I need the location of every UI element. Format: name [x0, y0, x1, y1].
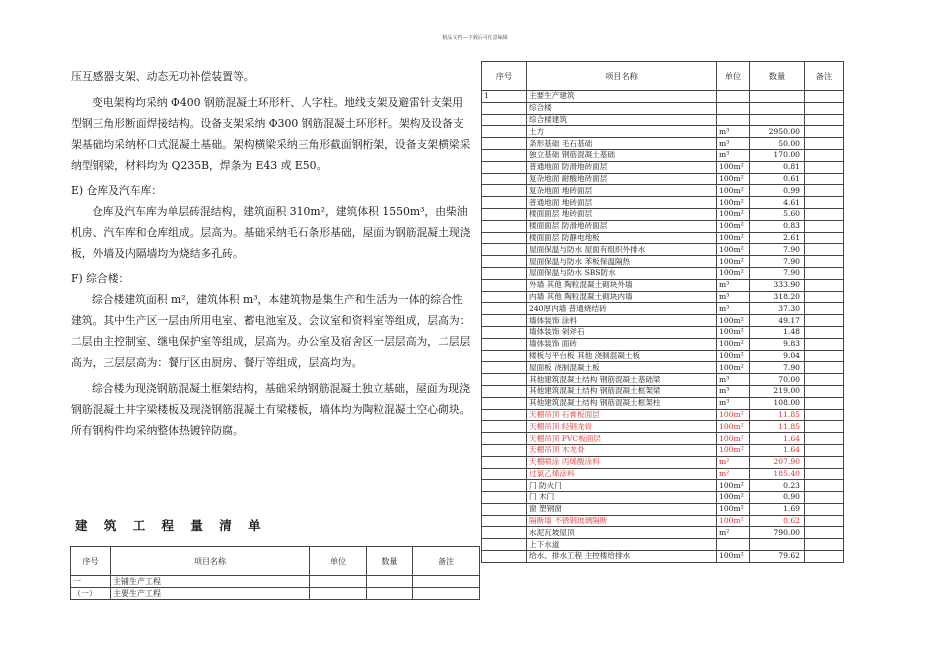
cell-quantity: 1.64 [750, 433, 805, 445]
table-row [482, 208, 844, 220]
cell-serial [482, 527, 527, 539]
cell-quantity: 0.62 [750, 515, 805, 527]
table-row [482, 362, 844, 374]
cell-quantity: 0.90 [750, 492, 805, 504]
cell-quantity: 207.90 [750, 456, 805, 468]
cell-quantity: 1.64 [750, 444, 805, 456]
cell-serial [482, 161, 527, 173]
cell-remarks [805, 409, 844, 421]
header-quantity: 数量 [750, 62, 805, 91]
cell-quantity: 790.00 [750, 527, 805, 539]
cell-quantity: 185.40 [750, 468, 805, 480]
cell-unit: 100m² [717, 161, 750, 173]
cell-serial [482, 503, 527, 515]
cell-item-name: 天棚吊顶 石膏板面层 [527, 409, 717, 421]
cell-unit: m³ [717, 279, 750, 291]
cell-item-name: 独立基础 钢筋混凝土基础 [527, 149, 717, 161]
cell-serial [482, 409, 527, 421]
cell-item-name: 天棚吊顶 木龙骨 [527, 444, 717, 456]
cell-quantity [750, 102, 805, 114]
table-row [482, 197, 844, 209]
cell-unit: 100m² [717, 185, 750, 197]
cell-item-name: 给水、排水工程 主控楼给排水 [527, 551, 717, 563]
cell-quantity: 7.90 [750, 267, 805, 279]
cell-unit: 100m² [717, 267, 750, 279]
table-row [482, 433, 844, 445]
paragraph-2: 变电架构均采纳 Φ400 钢筋混凝土环形杆、人字柱。地线支架及避雷针支架用型钢三角形断面焊接结构。设备支架采纳 Φ300 钢筋混凝土环形杆。架构及设备支架基础均采纳杯口式混凝土基础。架构横梁采纳三角形截面钢桁架，设备支架横梁采纳型钢梁，材料均为 Q235B，焊条为 E43 或 E50。 [71, 96, 471, 172]
cell-unit: 100m² [717, 197, 750, 209]
header-remarks: 备注 [805, 62, 844, 91]
cell-remarks [805, 433, 844, 445]
cell-item-name: 其他建筑混凝土结构 钢筋混凝土框架梁 [527, 385, 717, 397]
cell-serial [482, 480, 527, 492]
cell-remarks [805, 114, 844, 126]
cell-unit [310, 576, 367, 588]
page-header: 精品文档---下载后可任意编辑 [442, 35, 508, 41]
cell-item-name: 隔断墙 不锈钢玻璃隔断 [527, 515, 717, 527]
cell-item-name: 墙体装饰 剁斧石 [527, 326, 717, 338]
cell-unit: m³ [717, 397, 750, 409]
cell-remarks [805, 279, 844, 291]
left-quantity-table [70, 546, 480, 600]
cell-unit: 100m² [717, 256, 750, 268]
cell-quantity: 318.20 [750, 291, 805, 303]
cell-item-name: 屋面板 浇制混凝土板 [527, 362, 717, 374]
cell-serial [482, 197, 527, 209]
cell-quantity: 219.00 [750, 385, 805, 397]
cell-remarks [805, 173, 844, 185]
table-row [482, 138, 844, 150]
paragraph-5: 综合楼为现浇钢筋混凝土框架结构，基础采纳钢筋混凝土独立基础，屋面为现浇钢筋混凝土井字梁楼板及现浇钢筋混凝土有梁楼板，墙体均为陶粒混凝土空心砌块。 [71, 382, 471, 416]
cell-quantity: 2.61 [750, 232, 805, 244]
cell-serial [482, 515, 527, 527]
paragraph-3: 仓库及汽车库为单层砖混结构，建筑面积 310m²，建筑体积 1550m³，由柴油机房、汽车库和仓库组成。层高为。基础采纳毛石条形基础，屋面为钢筋混凝土现浇板，外墙及内隔墙均为烧结多孔砖。 [71, 205, 471, 260]
cell-item-name: 墙体装饰 面砖 [527, 338, 717, 350]
cell-item-name: 天棚吊顶 轻钢龙骨 [527, 421, 717, 433]
cell-remarks [805, 220, 844, 232]
cell-unit: 100m² [717, 551, 750, 563]
table-row [71, 576, 480, 588]
cell-item-name: 内墙 其他 陶粒混凝土砌块内墙 [527, 291, 717, 303]
header-unit: 单位 [310, 547, 367, 576]
cell-quantity [367, 588, 413, 600]
cell-serial [482, 232, 527, 244]
paragraph-6: 所有钢构件均采纳整体热镀锌防腐。 [71, 424, 244, 437]
cell-remarks [805, 456, 844, 468]
table-row [482, 397, 844, 409]
cell-unit: m² [717, 456, 750, 468]
cell-serial [482, 138, 527, 150]
cell-serial [482, 102, 527, 114]
cell-quantity: 4.61 [750, 197, 805, 209]
cell-remarks [805, 362, 844, 374]
table-row [482, 161, 844, 173]
cell-unit [717, 91, 750, 103]
cell-item-name: 屋面保温与防水 屋面有组织外排水 [527, 244, 717, 256]
cell-unit: 100m² [717, 220, 750, 232]
cell-serial [482, 315, 527, 327]
cell-unit: 100m² [717, 515, 750, 527]
table-row [482, 326, 844, 338]
cell-unit: 100m² [717, 173, 750, 185]
cell-item-name: 过氯乙烯涂料 [527, 468, 717, 480]
cell-unit: 100m² [717, 503, 750, 515]
cell-item-name: 主铺生产工程 [111, 576, 310, 588]
table-row [482, 303, 844, 315]
cell-serial [482, 362, 527, 374]
cell-remarks [805, 421, 844, 433]
cell-remarks [805, 539, 844, 551]
cell-item-name: 楼板与平台板 其他 浇制混凝土板 [527, 350, 717, 362]
heading-f: F) 综合楼： [71, 272, 130, 285]
cell-remarks [805, 291, 844, 303]
cell-serial [482, 551, 527, 563]
cell-unit: m³ [717, 291, 750, 303]
cell-quantity: 0.83 [750, 220, 805, 232]
cell-serial [482, 374, 527, 386]
table-row [482, 244, 844, 256]
cell-unit [310, 588, 367, 600]
cell-remarks [805, 338, 844, 350]
table-row [482, 267, 844, 279]
cell-serial: 1 [482, 91, 527, 103]
cell-quantity: 79.62 [750, 551, 805, 563]
cell-remarks [805, 161, 844, 173]
cell-serial [482, 279, 527, 291]
cell-serial [482, 421, 527, 433]
cell-serial [482, 220, 527, 232]
cell-remarks [805, 149, 844, 161]
cell-item-name: 综合楼 [527, 102, 717, 114]
cell-unit: 100m² [717, 232, 750, 244]
cell-serial [482, 173, 527, 185]
cell-quantity: 11.85 [750, 421, 805, 433]
cell-serial [482, 267, 527, 279]
cell-unit: m³ [717, 126, 750, 138]
cell-quantity: 5.60 [750, 208, 805, 220]
cell-item-name: 门 木门 [527, 492, 717, 504]
table-row [482, 421, 844, 433]
cell-item-name: 墙体装饰 涂料 [527, 315, 717, 327]
cell-serial [482, 492, 527, 504]
cell-remarks [805, 256, 844, 268]
cell-quantity: 1.69 [750, 503, 805, 515]
table-row [482, 315, 844, 327]
cell-unit: 100m² [717, 409, 750, 421]
cell-item-name: 其他建筑混凝土结构 钢筋混凝土基础梁 [527, 374, 717, 386]
table-row [482, 256, 844, 268]
cell-remarks [805, 350, 844, 362]
cell-remarks [805, 197, 844, 209]
table-row [482, 279, 844, 291]
table-row [482, 232, 844, 244]
cell-unit: m² [717, 527, 750, 539]
cell-item-name: 天棚吊顶 PVC板面层 [527, 433, 717, 445]
cell-item-name: 楼面面层 防滑地砖面层 [527, 220, 717, 232]
table-row [482, 551, 844, 563]
cell-serial [482, 385, 527, 397]
cell-item-name: 主要生产建筑 [527, 91, 717, 103]
cell-remarks [805, 492, 844, 504]
cell-serial [482, 444, 527, 456]
cell-serial: （一） [71, 588, 111, 600]
cell-item-name: 外墙 其他 陶粒混凝土砌块外墙 [527, 279, 717, 291]
cell-quantity: 108.00 [750, 397, 805, 409]
cell-remarks [805, 267, 844, 279]
cell-item-name: 屋面保温与防水 苯板保温隔热 [527, 256, 717, 268]
cell-quantity: 7.90 [750, 244, 805, 256]
header-quantity: 数量 [367, 547, 413, 576]
cell-unit: 100m² [717, 338, 750, 350]
cell-unit: m³ [717, 385, 750, 397]
cell-remarks [805, 126, 844, 138]
table-row [482, 185, 844, 197]
table-row [482, 220, 844, 232]
cell-quantity: 9.83 [750, 338, 805, 350]
cell-unit: 100m² [717, 444, 750, 456]
cell-serial: 一 [71, 576, 111, 588]
table-row [482, 444, 844, 456]
cell-quantity: 50.00 [750, 138, 805, 150]
cell-remarks [805, 326, 844, 338]
cell-quantity: 7.90 [750, 362, 805, 374]
cell-item-name: 复杂地面 耐酸地砖面层 [527, 173, 717, 185]
table-row [482, 515, 844, 527]
cell-unit [717, 102, 750, 114]
cell-remarks [805, 374, 844, 386]
cell-item-name: 屋面保温与防水 SBS防水 [527, 267, 717, 279]
cell-remarks [805, 91, 844, 103]
table-row [482, 126, 844, 138]
cell-item-name: 窗 塑钢窗 [527, 503, 717, 515]
cell-unit: 100m² [717, 433, 750, 445]
paragraph-1: 压互感器支架、动态无功补偿装置等。 [71, 70, 255, 83]
cell-item-name: 天棚喷涂 丙烯酸涂料 [527, 456, 717, 468]
paragraph-4: 综合楼建筑面积 m²，建筑体积 m³，本建筑物是集生产和生活为一体的综合性建筑。其中生产区一层由所用电室、蓄电池室及、会议室和资料室等组成，层高为：二层由主控制室、继电保护室等组成，层高为。办公室及宿舍区一层层高为，二层层高为，三层层高为：餐厅区由厨房、餐厅等组成，层高均为。 [71, 293, 471, 369]
cell-quantity: 170.00 [750, 149, 805, 161]
cell-item-name: 门 防火门 [527, 480, 717, 492]
cell-quantity: 1.48 [750, 326, 805, 338]
cell-quantity: 0.99 [750, 185, 805, 197]
cell-item-name: 土方 [527, 126, 717, 138]
table-row [482, 480, 844, 492]
body-text [71, 66, 471, 441]
cell-remarks [805, 515, 844, 527]
cell-serial [482, 244, 527, 256]
cell-item-name: 其他建筑混凝土结构 钢筋混凝土框架柱 [527, 397, 717, 409]
cell-remarks [805, 551, 844, 563]
cell-serial [482, 208, 527, 220]
table-row [482, 409, 844, 421]
cell-unit: m³ [717, 138, 750, 150]
cell-remarks [413, 588, 480, 600]
cell-unit [717, 114, 750, 126]
header-remarks: 备注 [413, 547, 480, 576]
cell-quantity: 11.85 [750, 409, 805, 421]
cell-item-name: 复杂地面 地砖面层 [527, 185, 717, 197]
right-quantity-table [481, 61, 844, 563]
cell-remarks [805, 503, 844, 515]
cell-quantity: 333.90 [750, 279, 805, 291]
section-title: 建 筑 工 程 量 清 单 [75, 518, 267, 533]
cell-quantity: 37.30 [750, 303, 805, 315]
header-item-name: 项目名称 [527, 62, 717, 91]
table-row [482, 173, 844, 185]
cell-serial [482, 338, 527, 350]
table-row [482, 291, 844, 303]
cell-remarks [805, 102, 844, 114]
cell-unit: 100m² [717, 326, 750, 338]
cell-quantity [750, 114, 805, 126]
cell-remarks [805, 232, 844, 244]
cell-item-name: 综合楼建筑 [527, 114, 717, 126]
header-serial: 序号 [482, 62, 527, 91]
table-row [482, 492, 844, 504]
cell-unit: m³ [717, 374, 750, 386]
table-row [482, 527, 844, 539]
cell-unit: 100m² [717, 421, 750, 433]
cell-remarks [805, 185, 844, 197]
cell-serial [482, 468, 527, 480]
cell-serial [482, 291, 527, 303]
table-row [482, 338, 844, 350]
cell-item-name: 楼面面层 地砖面层 [527, 208, 717, 220]
table-row [482, 350, 844, 362]
table-row [482, 456, 844, 468]
table-row [482, 539, 844, 551]
cell-quantity: 49.17 [750, 315, 805, 327]
cell-serial [482, 303, 527, 315]
cell-item-name: 条形基础 毛石基础 [527, 138, 717, 150]
cell-remarks [805, 468, 844, 480]
cell-quantity [750, 539, 805, 551]
cell-remarks [805, 244, 844, 256]
cell-serial [482, 433, 527, 445]
cell-item-name: 楼面面层 防静电地板 [527, 232, 717, 244]
table-row [482, 149, 844, 161]
table-row [71, 588, 480, 600]
cell-remarks [805, 315, 844, 327]
cell-remarks [805, 527, 844, 539]
cell-unit: 100m² [717, 362, 750, 374]
cell-quantity: 9.04 [750, 350, 805, 362]
table-row [482, 102, 844, 114]
heading-e: E) 仓库及汽车库： [71, 184, 163, 197]
cell-serial [482, 114, 527, 126]
cell-serial [482, 256, 527, 268]
cell-unit: 100m² [717, 480, 750, 492]
cell-serial [482, 397, 527, 409]
cell-item-name: 上下水道 [527, 539, 717, 551]
header-unit: 单位 [717, 62, 750, 91]
cell-unit: 100m² [717, 208, 750, 220]
table-row [482, 468, 844, 480]
cell-serial [482, 185, 527, 197]
cell-remarks [805, 385, 844, 397]
table-row [482, 374, 844, 386]
cell-serial [482, 539, 527, 551]
cell-unit: 100m² [717, 244, 750, 256]
cell-remarks [805, 303, 844, 315]
cell-remarks [805, 208, 844, 220]
cell-unit: 100m² [717, 350, 750, 362]
cell-serial [482, 126, 527, 138]
cell-quantity: 2950.00 [750, 126, 805, 138]
cell-quantity [367, 576, 413, 588]
cell-item-name: 普通地面 防滑地砖面层 [527, 161, 717, 173]
cell-unit: 100m² [717, 492, 750, 504]
table-row [482, 385, 844, 397]
cell-remarks [805, 480, 844, 492]
cell-quantity: 0.61 [750, 173, 805, 185]
header-item-name: 项目名称 [111, 547, 310, 576]
cell-serial [482, 456, 527, 468]
cell-quantity: 0.23 [750, 480, 805, 492]
cell-item-name: 水泥瓦坡屋顶 [527, 527, 717, 539]
cell-item-name: 主要生产工程 [111, 588, 310, 600]
table-row [482, 503, 844, 515]
cell-serial [482, 350, 527, 362]
header-serial: 序号 [71, 547, 111, 576]
table-row [482, 114, 844, 126]
cell-quantity: 7.90 [750, 256, 805, 268]
cell-unit: m³ [717, 149, 750, 161]
cell-serial [482, 149, 527, 161]
cell-unit [717, 539, 750, 551]
cell-item-name: 240厚内墙 普通烧结砖 [527, 303, 717, 315]
cell-quantity: 70.00 [750, 374, 805, 386]
table-row [482, 91, 844, 103]
cell-serial [482, 326, 527, 338]
cell-unit: m³ [717, 303, 750, 315]
cell-remarks [805, 138, 844, 150]
cell-quantity [750, 91, 805, 103]
cell-remarks [805, 444, 844, 456]
cell-remarks [413, 576, 480, 588]
cell-remarks [805, 397, 844, 409]
cell-item-name: 普通地面 地砖面层 [527, 197, 717, 209]
cell-quantity: 0.81 [750, 161, 805, 173]
cell-unit: m² [717, 468, 750, 480]
cell-unit: 100m² [717, 315, 750, 327]
